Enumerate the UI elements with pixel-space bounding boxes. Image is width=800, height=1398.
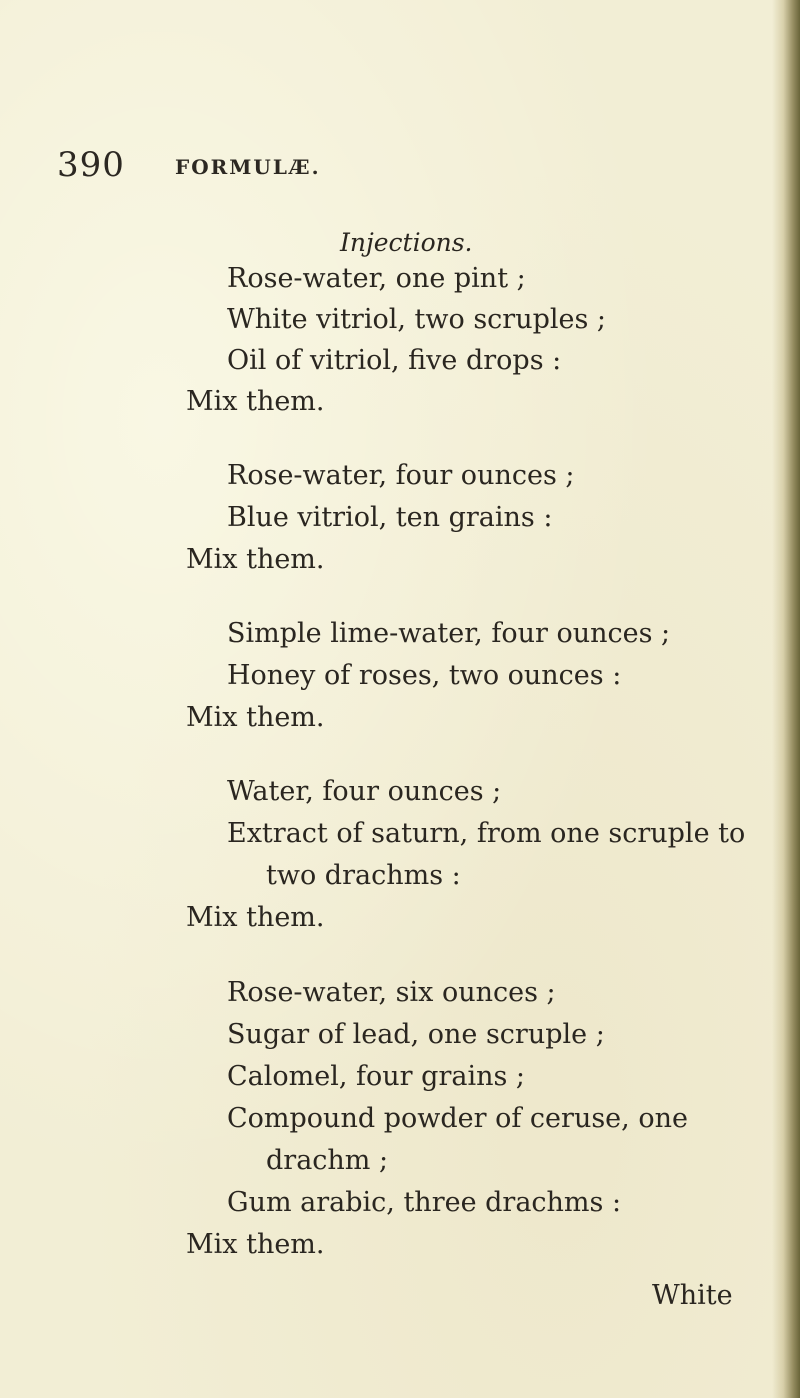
recipe-line: Mix them. (186, 1229, 325, 1260)
recipe-line: Mix them. (186, 544, 325, 575)
recipe-line: White vitriol, two scruples ; (227, 304, 607, 335)
page-header (57, 145, 657, 195)
catchword: White (652, 1280, 733, 1311)
recipe-line: Sugar of lead, one scruple ; (227, 1019, 605, 1050)
recipe-line: two drachms : (266, 860, 461, 891)
recipe-line: Calomel, four grains ; (227, 1061, 526, 1092)
recipe-line: Honey of roses, two ounces : (227, 660, 622, 691)
recipe-line: Oil of vitriol, five drops : (227, 345, 562, 376)
recipe-line: Rose-water, six ounces ; (227, 977, 556, 1008)
recipe-line: drachm ; (266, 1145, 389, 1176)
recipe-line: Rose-water, one pint ; (227, 263, 526, 294)
recipe-line: Blue vitriol, ten grains : (227, 502, 553, 533)
page-number: 390 (57, 145, 125, 185)
recipe-line: Mix them. (186, 386, 325, 417)
recipe-line: Rose-water, four ounces ; (227, 460, 575, 491)
recipe-line: Mix them. (186, 902, 325, 933)
recipe-line: Simple lime-water, four ounces ; (227, 618, 671, 649)
recipe-line: Mix them. (186, 702, 325, 733)
section-title: Injections. (340, 228, 473, 257)
recipe-line: Water, four ounces ; (227, 776, 502, 807)
page-edge (772, 0, 800, 1398)
recipe-line: Extract of saturn, from one scruple to (227, 818, 746, 849)
running-head: FORMULÆ. (175, 155, 321, 179)
recipe-line: Gum arabic, three drachms : (227, 1187, 622, 1218)
recipe-line: Compound powder of ceruse, one (227, 1103, 688, 1134)
